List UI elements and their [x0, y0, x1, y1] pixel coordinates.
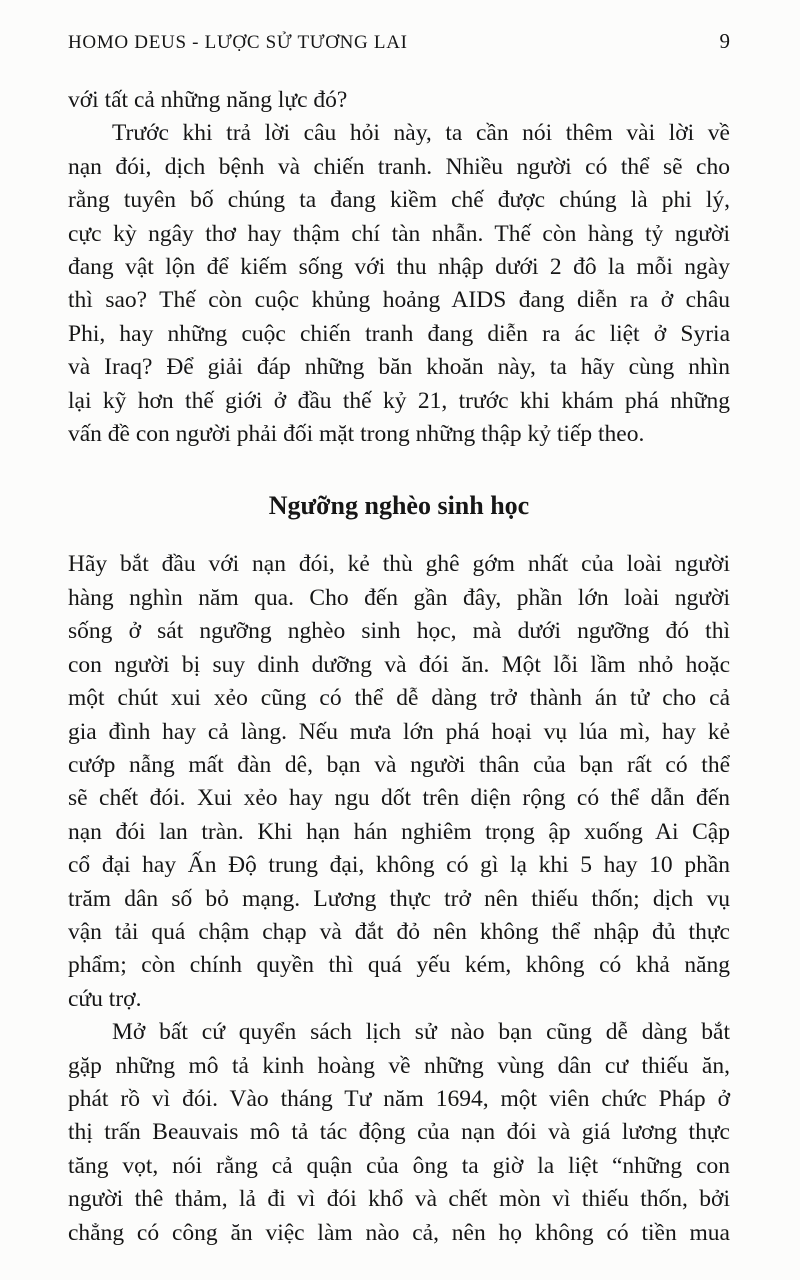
text-line: cướp nẫng mất đàn dê, bạn và người thân của bạn rất có thể	[68, 751, 730, 778]
page-body	[68, 84, 730, 1250]
paragraph	[68, 1016, 730, 1250]
text-line: sẽ chết đói. Xui xẻo hay ngu dốt trên diện rộng có thể dẫn đến	[68, 785, 730, 812]
section-heading: Ngưỡng nghèo sinh học	[268, 491, 530, 521]
text-line: hàng nghìn năm qua. Cho đến gần đây, phần lớn loài người	[68, 584, 730, 611]
paragraph	[68, 84, 730, 117]
text-line: gia đình hay cả làng. Nếu mưa lớn phá hoại vụ lúa mì, hay kẻ	[68, 718, 730, 745]
running-head-title: HOMO DEUS - LƯỢC SỬ TƯƠNG LAI	[68, 32, 408, 53]
running-head	[68, 30, 730, 54]
text-line: con người bị suy dinh dưỡng và đói ăn. Một lỗi lầm nhỏ hoặc	[68, 651, 730, 678]
text-line: Phi, hay những cuộc chiến tranh đang diễn ra ác liệt ở Syria	[68, 320, 730, 347]
text-line: tăng vọt, nói rằng cả quận của ông ta giờ la liệt “những con	[68, 1152, 730, 1179]
text-line: người thê thảm, lả đi vì đói khổ và chết mòn vì thiếu thốn, bởi	[68, 1186, 730, 1213]
text-line: Trước khi trả lời câu hỏi này, ta cần nói thêm vài lời về	[112, 120, 730, 147]
text-line: vận tải quá chậm chạp và đắt đỏ nên không thể nhập đủ thực	[68, 918, 730, 945]
page-number: 9	[719, 29, 730, 53]
text-line: gặp những mô tả kinh hoàng về những vùng dân cư thiếu ăn,	[68, 1052, 730, 1079]
text-line: vấn đề con người phải đối mặt trong những thập kỷ tiếp theo.	[68, 421, 645, 448]
text-line: cổ đại hay Ấn Độ trung đại, không có gì lạ khi 5 hay 10 phần	[68, 852, 730, 879]
text-line: một chút xui xẻo cũng có thể dễ dàng trở thành án tử cho cả	[68, 685, 730, 712]
text-line: với tất cả những năng lực đó?	[68, 87, 348, 113]
paragraph	[68, 548, 730, 1016]
text-line: cực kỳ ngây thơ hay thậm chí tàn nhẫn. Thế còn hàng tỷ người	[68, 220, 730, 247]
text-line: Mở bất cứ quyển sách lịch sử nào bạn cũng dễ dàng bắt	[112, 1019, 730, 1046]
text-line: phát rồ vì đói. Vào tháng Tư năm 1694, một viên chức Pháp ở	[68, 1085, 730, 1112]
text-line: phẩm; còn chính quyền thì quá yếu kém, không có khả năng	[68, 952, 730, 979]
text-line: sống ở sát ngưỡng nghèo sinh học, mà dưới ngưỡng đó thì	[68, 618, 730, 645]
text-line: cứu trợ.	[68, 985, 142, 1012]
text-line: rằng tuyên bố chúng ta đang kiềm chế được chúng là phi lý,	[68, 187, 730, 214]
text-line: nạn đói lan tràn. Khi hạn hán nghiêm trọng ập xuống Ai Cập	[68, 818, 730, 845]
text-line: trăm dân số bỏ mạng. Lương thực trở nên thiếu thốn; dịch vụ	[68, 885, 730, 912]
text-line: đang vật lộn để kiếm sống với thu nhập dưới 2 đô la mỗi ngày	[68, 254, 730, 281]
text-line: thì sao? Thế còn cuộc khủng hoảng AIDS đang diễn ra ở châu	[68, 287, 730, 314]
text-line: và Iraq? Để giải đáp những băn khoăn này, ta hãy cùng nhìn	[68, 354, 730, 381]
paragraph	[68, 117, 730, 451]
text-line: chẳng có công ăn việc làm nào cả, nên họ không có tiền mua	[68, 1219, 730, 1246]
text-line: thị trấn Beauvais mô tả tác động của nạn đói và giá lương thực	[68, 1119, 730, 1146]
text-line: nạn đói, dịch bệnh và chiến tranh. Nhiều người có thể sẽ cho	[68, 153, 730, 180]
text-line: Hãy bắt đầu với nạn đói, kẻ thù ghê gớm nhất của loài người	[68, 551, 730, 578]
text-line: lại kỹ hơn thế giới ở đầu thế kỷ 21, trước khi khám phá những	[68, 387, 730, 414]
